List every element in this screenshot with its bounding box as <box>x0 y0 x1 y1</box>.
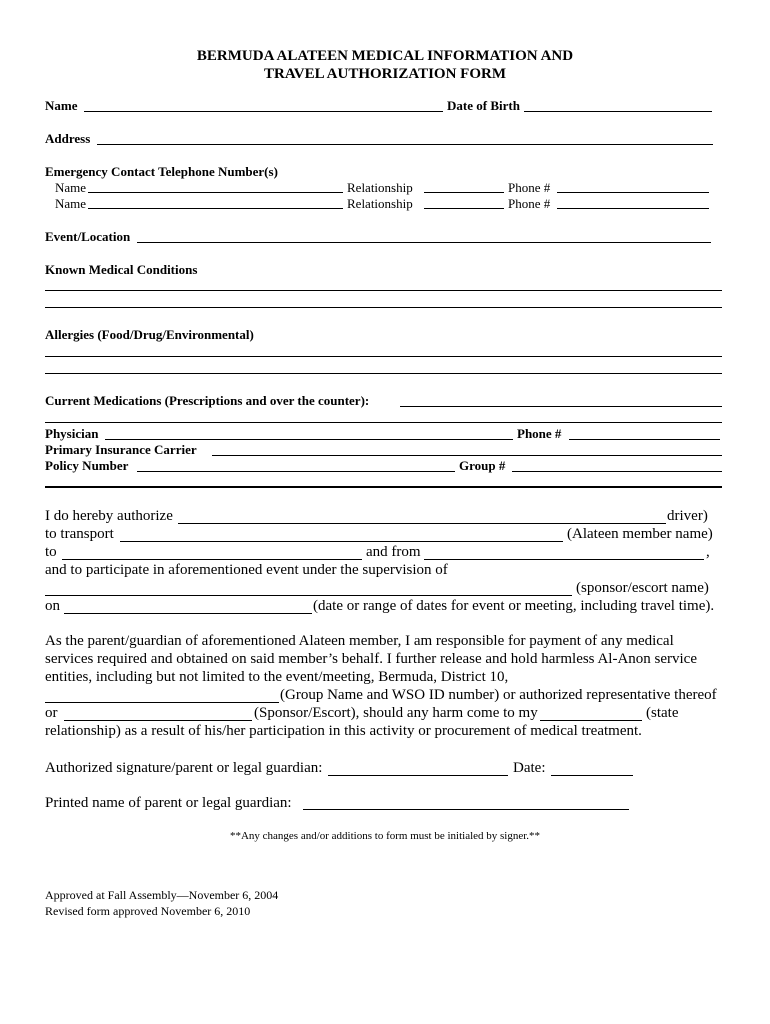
name-field[interactable] <box>84 111 443 112</box>
form-title-line1: BERMUDA ALATEEN MEDICAL INFORMATION AND <box>196 48 574 64</box>
physician-label: Physician <box>45 426 99 441</box>
signature-date-label: Date: <box>513 760 546 776</box>
revised-text: Revised form approved November 6, 2010 <box>45 904 251 918</box>
section-divider <box>45 486 722 488</box>
ec2-phone-label: Phone # <box>508 196 551 211</box>
auth-line3-comma: , <box>706 544 710 560</box>
ec2-relationship-field[interactable] <box>424 208 504 209</box>
signature-date-field[interactable] <box>551 775 633 776</box>
release-line5-mid: (Sponsor/Escort), should any harm come to my <box>254 705 538 721</box>
medications-label: Current Medications (Prescriptions and over the counter): <box>45 393 370 408</box>
medications-field-2[interactable] <box>45 422 722 423</box>
ec2-phone-field[interactable] <box>557 208 709 209</box>
auth-line6-suffix: (date or range of dates for event or meeting, including travel time). <box>313 598 715 614</box>
name-label: Name <box>45 98 78 113</box>
auth-line2-text: to transport <box>45 526 114 542</box>
printed-name-field[interactable] <box>303 809 629 810</box>
group-field[interactable] <box>512 471 722 472</box>
event-location-field[interactable] <box>137 242 711 243</box>
release-line6: relationship) as a result of his/her participation in this activity or procurement of medical treatment. <box>45 723 642 739</box>
dates-field[interactable] <box>64 613 312 614</box>
release-line1: As the parent/guardian of aforementioned Alateen member, I am responsible for payment of any medical <box>45 633 674 649</box>
dob-label: Date of Birth <box>447 98 520 113</box>
relationship-field[interactable] <box>540 720 642 721</box>
medical-conditions-field-1[interactable] <box>45 290 722 291</box>
release-line2: services required and obtained on said member’s behalf. I further release and hold harmless Al-Anon service <box>45 651 697 667</box>
ec1-name-label: Name <box>55 180 87 195</box>
ec1-name-field[interactable] <box>88 192 343 193</box>
group-name-wso-field[interactable] <box>45 702 279 703</box>
destination-field[interactable] <box>62 559 362 560</box>
group-label: Group # <box>459 458 506 473</box>
ec1-relationship-label: Relationship <box>347 180 413 195</box>
allergies-field-1[interactable] <box>45 356 722 357</box>
ec2-name-label: Name <box>55 196 87 211</box>
release-line5-suffix: (state <box>646 705 679 721</box>
physician-field[interactable] <box>105 439 513 440</box>
ec1-phone-field[interactable] <box>557 192 709 193</box>
auth-line3-to: to <box>45 544 57 560</box>
auth-line6-on: on <box>45 598 60 614</box>
ec1-relationship-field[interactable] <box>424 192 504 193</box>
release-sponsor-field[interactable] <box>64 720 252 721</box>
sponsor-escort-field[interactable] <box>45 595 572 596</box>
auth-line2-suffix: (Alateen member name) <box>567 526 713 542</box>
policy-label: Policy Number <box>45 458 129 473</box>
address-field[interactable] <box>97 144 713 145</box>
allergies-label: Allergies (Food/Drug/Environmental) <box>45 327 254 342</box>
physician-phone-field[interactable] <box>569 439 720 440</box>
event-location-label: Event/Location <box>45 229 131 244</box>
ec2-name-field[interactable] <box>88 208 343 209</box>
release-line4-suffix: (Group Name and WSO ID number) or authorized representative thereof <box>280 687 717 703</box>
auth-line4-text: and to participate in aforementioned event under the supervision of <box>45 562 448 578</box>
auth-line1-suffix: driver) <box>667 508 708 524</box>
address-label: Address <box>45 131 91 146</box>
signature-label: Authorized signature/parent or legal guardian: <box>45 760 323 776</box>
origin-field[interactable] <box>424 559 704 560</box>
insurance-label: Primary Insurance Carrier <box>45 442 197 457</box>
form-title-line2: TRAVEL AUTHORIZATION FORM <box>264 66 506 82</box>
initials-note: **Any changes and/or additions to form must be initialed by signer.** <box>229 830 541 842</box>
ec2-relationship-label: Relationship <box>347 196 413 211</box>
member-name-field[interactable] <box>120 541 563 542</box>
ec1-phone-label: Phone # <box>508 180 551 195</box>
physician-phone-label: Phone # <box>517 426 562 441</box>
allergies-field-2[interactable] <box>45 373 722 374</box>
printed-name-label: Printed name of parent or legal guardian: <box>45 795 292 811</box>
emergency-heading: Emergency Contact Telephone Number(s) <box>45 164 278 179</box>
dob-field[interactable] <box>524 111 712 112</box>
release-line5-or: or <box>45 705 58 721</box>
medical-conditions-label: Known Medical Conditions <box>45 262 198 277</box>
medical-conditions-field-2[interactable] <box>45 307 722 308</box>
signature-field[interactable] <box>328 775 508 776</box>
policy-field[interactable] <box>137 471 455 472</box>
auth-line5-suffix: (sponsor/escort name) <box>576 580 709 596</box>
auth-line1-text: I do hereby authorize <box>45 508 173 524</box>
approved-text: Approved at Fall Assembly—November 6, 2004 <box>45 888 279 902</box>
medications-field-1[interactable] <box>400 406 722 407</box>
release-line3: entities, including but not limited to the event/meeting, Bermuda, District 10, <box>45 669 509 685</box>
driver-field[interactable] <box>178 523 666 524</box>
insurance-field[interactable] <box>212 455 722 456</box>
auth-line3-from: and from <box>366 544 421 560</box>
